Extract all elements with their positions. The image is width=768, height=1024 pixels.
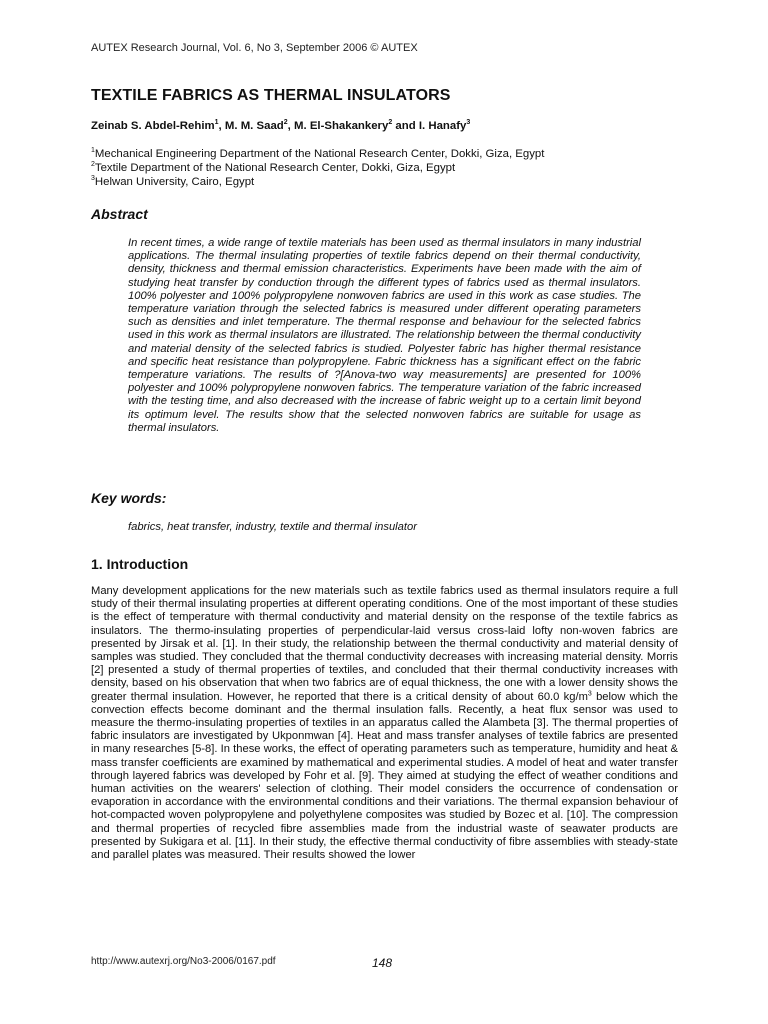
author-affiliation-mark: 2: [283, 119, 288, 127]
affiliation-mark: 3: [91, 175, 95, 183]
introduction-text-part: below which the convection effects become dominant and the thermal insulation falls. Recently, a heat flux sensor was used to measure the thermo-insulating properties of textiles in an apparatus called the Alambeta [3]. The thermal properties of fabric insulators are investigated by Ukponmwan [4]. Heat and mass transfer analyses of textile fabrics are presented in many researches [5-8]. In these works, the effect of operating parameters such as temperature, humidity and heat & mass transfer coefficients are examined by mathematical and experimental studies. A model of heat and water transfer through layered fabrics was developed by Fohr et al. [9]. They aimed at studying the effect of weather conditions and human activities on the wearers' selection of clothing. Their model considers the occurrence of condensation or evaporation in accordance with the environmental conditions and their variations. The thermal expansion behaviour of hot-compacted woven polypropylene and polyethylene composites was studied by Bozec et al. [10]. The compression and thermal properties of recycled fibre assemblies made from the industrial waste of seawater products are presented by Sukigara et al. [11]. In their study, the effective thermal conductivity of fibre assemblies with steady-state and parallel plates was measured. Their results showed the lower: [91, 690, 678, 862]
unit-exponent: 3: [587, 689, 592, 697]
introduction-text: [91, 585, 678, 862]
affiliation-text: Textile Department of the National Research Center, Dokki, Giza, Egypt: [94, 162, 456, 174]
keywords-text: fabrics, heat transfer, industry, textile and thermal insulator: [128, 521, 417, 533]
footer-url-link[interactable]: http://www.autexrj.org/No3-2006/0167.pdf: [91, 956, 276, 967]
author-affiliation-mark: 2: [388, 119, 393, 127]
author-affiliation-mark: 1: [214, 119, 219, 127]
section-heading-introduction: 1. Introduction: [91, 556, 189, 572]
author-separator: and: [392, 120, 419, 132]
journal-header: AUTEX Research Journal, Vol. 6, No 3, September 2006 © AUTEX: [91, 42, 418, 54]
author-name: I. Hanafy: [418, 120, 467, 132]
affiliation: [91, 161, 544, 175]
author-name: Zeinab S. Abdel-Rehim: [91, 120, 215, 132]
affiliation-mark: 1: [91, 147, 95, 155]
author-affiliation-mark: 3: [466, 119, 471, 127]
affiliation: [91, 147, 544, 161]
author-name: M. M. Saad: [224, 120, 284, 132]
introduction-text-part: Many development applications for the new materials such as textile fabrics used as thermal insulators require a full study of their thermal insulating properties at different operating conditions. One of the most important of these studies is the effect of temperature with thermal conductivity and material density on the response of the textile fabrics as insulators. The thermo-insulating properties of perpendicular-laid versus cross-laid lofty non-woven fabrics are presented by Jirsak et al. [1]. In their study, the relationship between the thermal conductivity and material density of samples was studied. They concluded that the thermal conductivity decreases with increasing material density. Morris [2] presented a study of thermal properties of textiles, and concluded that their thermal conductivity increases with density, based on his observation that when two fabrics are of equal thickness, the one with a lower density shows the greater thermal insulation. However, he reported that there is a critical density of about 60.0 kg/m: [91, 585, 678, 703]
page-number: 148: [372, 956, 393, 970]
author-separator: ,: [287, 120, 294, 132]
affiliation-list: [91, 147, 544, 189]
abstract-heading: Abstract: [91, 206, 148, 222]
author-separator: ,: [218, 120, 225, 132]
affiliation-text: Mechanical Engineering Department of the National Research Center, Dokki, Giza, Egypt: [94, 148, 545, 160]
affiliation: [91, 175, 544, 189]
affiliation-mark: 2: [91, 161, 95, 169]
keywords-heading: Key words:: [91, 490, 167, 506]
author-name: M. El-Shakankery: [294, 120, 389, 132]
abstract-text: In recent times, a wide range of textile materials has been used as thermal insulators in many industrial applications. The thermal insulating properties of textile fabrics depend on their thermal conductivity, density, thickness and thermal emission characteristics. Experiments have been made with the aim of studying heat transfer by conduction through the different types of fabrics used as thermal insulators. 100% polyester and 100% polypropylene nonwoven fabrics are used in this work as case studies. The temperature variation through the selected fabrics is measured under different operating parameters such as densities and inlet temperature. The thermal response and behaviour for the selected fabrics used in this work as thermal insulators are illustrated. The relationship between the thermal conductivity and material density of the selected fabrics is studied. Polyester fabric has higher thermal resistance and specific heat resistance than polypropylene. Fabric thickness has a significant effect on the fabric temperature variations. The results of ?[Anova-two way measurements] are presented for 100% polyester and 100% polypropylene nonwoven fabrics. The temperature variation of the fabric increased with the testing time, and also decreased with the increase of fabric weight up to a certain limit beyond its optimum level. The results show that the selected nonwoven fabrics are suitable for usage as thermal insulators.: [128, 237, 641, 434]
author-list: [91, 120, 470, 132]
paper-title: TEXTILE FABRICS AS THERMAL INSULATORS: [91, 87, 451, 104]
affiliation-text: Helwan University, Cairo, Egypt: [94, 176, 255, 188]
